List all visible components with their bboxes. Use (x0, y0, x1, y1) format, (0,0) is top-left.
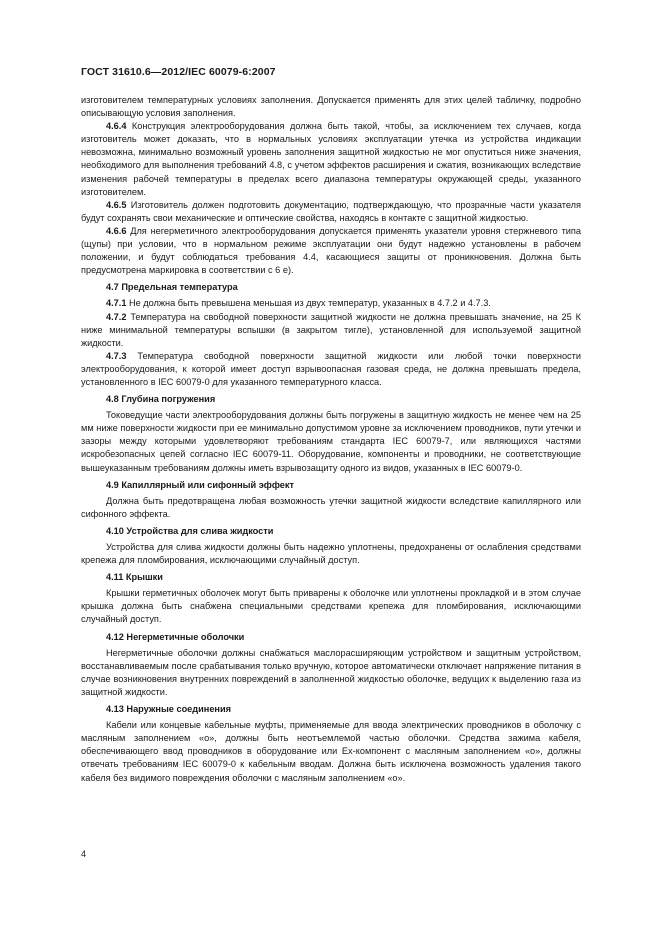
clause-text: Изготовитель должен подготовить документацию, подтверждающую, что прозрачные части указателя будут сохранять свои механические и оптические свойства, находясь в контакте с защитной жидкостью. (81, 199, 581, 223)
page-number: 4 (81, 849, 87, 859)
clause-number: 4.7.1 (106, 298, 127, 309)
clause-text: Не должна быть превышена меньшая из двух температур, указанных в 4.7.2 и 4.7.3. (126, 298, 491, 309)
document-header: ГОСТ 31610.6—2012/IEC 60079-6:2007 (81, 66, 276, 78)
clause-number: 4.6.5 (106, 199, 127, 210)
section-heading-4-10: 4.10 Устройства для слива жидкости (106, 525, 274, 536)
section-paragraph-4-11: Крышки герметичных оболочек могут быть приварены к оболочке или уплотнены прокладкой и в этом случае крышка должна быть снабжена специальными средствами крепежа для пломбирования, исключающими случайный доступ. (81, 588, 581, 625)
clause-number: 4.6.6 (106, 225, 127, 236)
section-paragraph-4-12: Негерметичные оболочки должны снабжаться маслорасширяющим устройством и защитным устройством, восстанавливаемым после срабатывания только вручную, которое автоматически отключает напряжение питания в случае возникновения внутренних повреждений в заполненной жидкостью оболочке, ведущих к выделению газа из защитной жидкости. (81, 647, 581, 697)
section-heading-4-12: 4.12 Негерметичные оболочки (106, 631, 245, 642)
clause-text: Температура свободной поверхности защитной жидкости или любой точки поверхности электрооборудования, к которой имеет доступ взрывоопасная газовая среда, не должна превышать предела, установленного в IEC 60079-0 для указанного температурного класса. (81, 350, 581, 387)
section-paragraph-4-8: Токоведущие части электрооборудования должны быть погружены в защитную жидкость не менее чем на 25 мм ниже поверхности жидкости при ее минимально допустимом уровне за исключением проводников, пути утечки и зазоры между которыми удовлетворяют требованиям стандарта IEC 60079-7, или являющихся частями искробезопасных цепей согласно IEC 60079-11. Оборудование, компоненты и проводники, не соответствующие вышеуказанным требованиям должны иметь взрывозащиту одного из видов, указанных в IEC 60079-0. (81, 410, 581, 473)
clause-4-7-3 (81, 350, 581, 389)
section-heading-4-7: 4.7 Предельная температура (106, 282, 238, 293)
clause-text: Конструкция электрооборудования должна быть такой, чтобы, за исключением тех случаев, когда изготовитель может доказать, что в нормальных условиях эксплуатации утечка из устройства индикации невозможна, минимально возможный уровень заполнения защитной жидкостью не мог опуститься ниже значения, необходимого для выполнения требований 4.8, с учетом эффектов расширения и сжатия, возникающих вследствие изменения рабочей температуры в пределах всего диапазона температуры окружающей среды, указанного изготовителем. (81, 121, 581, 197)
clause-4-7-2 (81, 311, 581, 350)
clause-text: Для негерметичного электрооборудования допускается применять указатели уровня стержневого типа (щупы) при условии, что в нормальном режиме эксплуатации они будут надежно установлены в рабочем положении, и будут соблюдаться требования 4.4, касающиеся защиты от проникновения. Должна быть предусмотрена маркировка в соответствии с 6 е). (81, 225, 581, 276)
clause-number: 4.6.4 (106, 121, 127, 132)
section-heading-4-11: 4.11 Крышки (106, 572, 163, 583)
section-heading-4-13: 4.13 Наружные соединения (106, 704, 231, 715)
clause-4-6-4 (81, 120, 581, 199)
clause-text: Температура на свободной поверхности защитной жидкости не должна превышать значение, на 25 К ниже минимальной температуры вспышки (в закрытом тигле), установленной для используемой защитной жидкости. (81, 311, 581, 348)
clause-number: 4.7.3 (106, 350, 127, 361)
section-paragraph-4-13: Кабели или концевые кабельные муфты, применяемые для ввода электрических проводников в оболочку с масляным заполнением «о», должны быть неотъемлемой частью оболочки. Средства зажима кабеля, обеспечивающего ввод проводников в оборудование или Ex-компонент с масляным заполнением «о», должны отвечать требованиям IEC 60079-0 к кабельным вводам. Должна быть исключена возможность удаления такого кабеля без видимого повреждения оболочки с масляным заполнением «о». (81, 720, 581, 783)
clause-4-6-6 (81, 225, 581, 277)
clause-4-7-1 (81, 297, 581, 310)
section-heading-4-9: 4.9 Капиллярный или сифонный эффект (106, 479, 294, 490)
section-paragraph-4-9: Должна быть предотвращена любая возможность утечки защитной жидкости вследствие капиллярного или сифонного эффекта. (81, 495, 581, 519)
document-body (81, 94, 581, 785)
paragraph-continued: изготовителем температурных условиях заполнения. Допускается применять для этих целей табличку, подробно описывающую условия заполнения. (81, 95, 581, 119)
section-paragraph-4-10: Устройства для слива жидкости должны быть надежно уплотнены, предохранены от ослабления средствами крепежа для пломбирования, исключающими случайный доступ. (81, 542, 581, 566)
clause-number: 4.7.2 (106, 311, 127, 322)
clause-4-6-5 (81, 199, 581, 225)
section-heading-4-8: 4.8 Глубина погружения (106, 394, 216, 405)
